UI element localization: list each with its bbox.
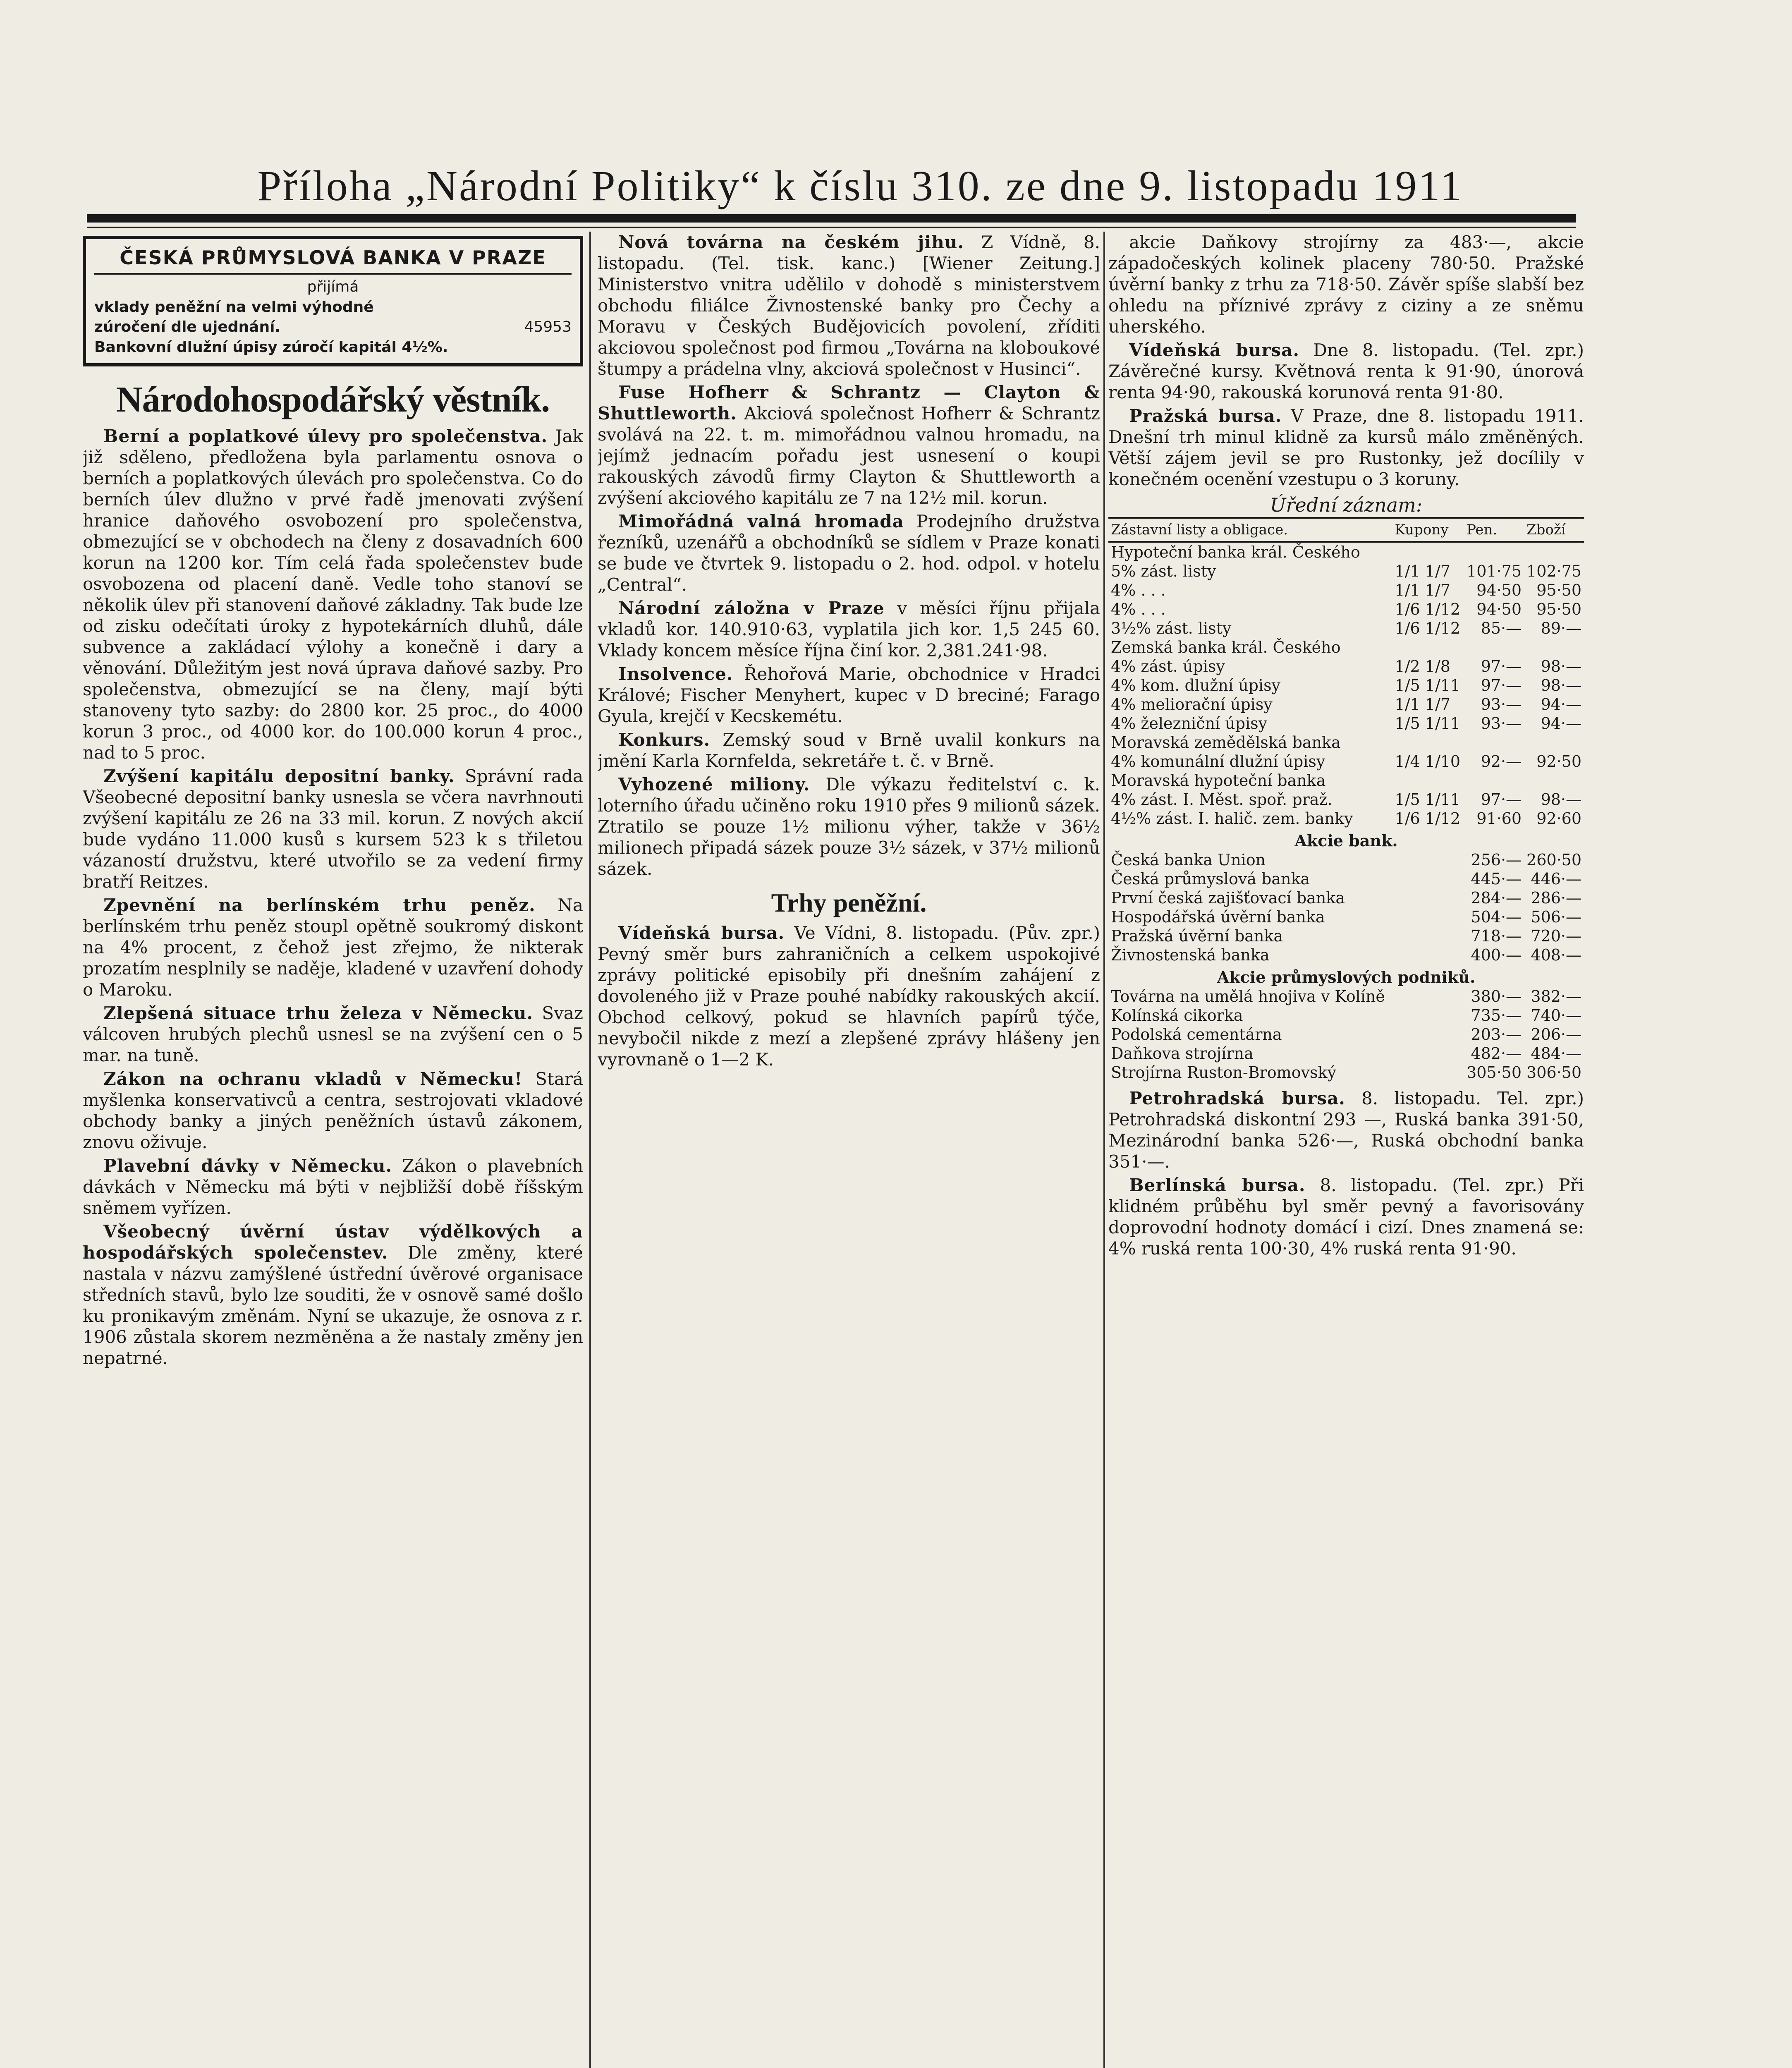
table-cell [1524, 733, 1584, 752]
table-cell [1392, 1025, 1464, 1044]
table-row [1108, 926, 1584, 945]
table-cell: 4% zást. I. Měst. spoř. praž. [1111, 790, 1333, 809]
article-heading: Vyhozené miliony. [618, 774, 810, 795]
table-cell: 85·— [1481, 619, 1522, 637]
table-cell: 718·— [1471, 927, 1522, 945]
table-row [1108, 581, 1584, 600]
article-heading: Zákon na ochranu vkladů v Německu! [103, 1069, 523, 1089]
article-paragraph [1108, 1088, 1584, 1172]
table-cell: 4% . . . [1111, 581, 1166, 599]
table-header: Kupony [1392, 518, 1464, 542]
article-paragraph [83, 766, 583, 892]
table-cell: 1/1 1/7 [1395, 581, 1450, 599]
article-paragraph [1108, 232, 1584, 337]
article-paragraph [598, 774, 1100, 879]
table-cell [1464, 638, 1524, 657]
table-cell: 400·— [1471, 946, 1522, 964]
table-cell: Zemská banka král. Českého [1111, 638, 1341, 656]
table-cell: 380·— [1471, 987, 1522, 1005]
ad-line: zúročení dle ujednání. [94, 318, 281, 336]
table-cell: 445·— [1471, 870, 1522, 888]
masthead-rule [87, 214, 1576, 223]
table-row [1108, 888, 1584, 907]
table-cell: 97·— [1481, 790, 1522, 809]
table-cell: 382·— [1531, 987, 1581, 1005]
table-cell: 97·— [1481, 657, 1522, 675]
table-cell: 101·75 [1467, 562, 1522, 580]
table-cell: 91·60 [1476, 809, 1522, 828]
article-paragraph [1108, 340, 1584, 403]
article-paragraph [83, 1068, 583, 1153]
table-row [1108, 695, 1584, 714]
article-text: Dle výkazu ředitelství c. k. loterního úřadu učiněno roku 1910 přes 9 milionů sázek. Ztratilo se pouze 1½ milionu výher, takže v 36½ milionech připadá sázek pouze 3½ sázek, v 37½ milionů sázek. [598, 774, 1100, 879]
table-cell: 95·50 [1536, 600, 1581, 618]
stock-quotes-table [1108, 495, 1584, 1082]
table-cell: 1/1 1/7 [1395, 562, 1450, 580]
column-divider [589, 232, 591, 2068]
article-text: Svaz válcoven hrubých plechů usnesl se na zvýšení cen o 5 mar. na tuně. [83, 1003, 583, 1066]
article-paragraph [83, 895, 583, 1000]
table-row [1108, 714, 1584, 733]
table-group-row [1108, 828, 1584, 850]
article-heading: Berní a poplatkové úlevy pro společenstva. [103, 426, 548, 447]
table-cell: 92·— [1481, 752, 1522, 771]
article-heading: Zlepšená situace trhu železa v Německu. [103, 1003, 534, 1024]
table-cell: 94·— [1541, 714, 1581, 732]
article-paragraph [598, 922, 1100, 1070]
table-cell [1392, 926, 1464, 945]
table-cell: 4% kom. dlužní úpisy [1111, 676, 1281, 694]
article-paragraph [83, 1155, 583, 1218]
table-cell [1392, 1063, 1464, 1082]
table-row [1108, 771, 1584, 790]
table-cell: Kolínská cikorka [1111, 1006, 1243, 1024]
table-cell: 95·50 [1536, 581, 1581, 599]
table-cell [1392, 771, 1464, 790]
table-cell [1524, 771, 1584, 790]
table-cell: Moravská zemědělská banka [1111, 733, 1341, 752]
table-caption: Úřední záznam: [1270, 494, 1423, 516]
table-cell: 93·— [1481, 714, 1522, 732]
table-cell: 5% zást. listy [1111, 562, 1216, 580]
table-cell: 740·— [1531, 1006, 1581, 1024]
table-cell: 1/5 1/11 [1395, 714, 1461, 732]
table-row [1108, 562, 1584, 581]
table-cell: Daňkova strojírna [1111, 1044, 1254, 1063]
table-row [1108, 1025, 1584, 1044]
masthead-rule-thin [87, 227, 1576, 228]
table-cell: 1/6 1/12 [1395, 809, 1461, 828]
table-cell [1392, 1006, 1464, 1025]
table-cell: 4% zást. úpisy [1111, 657, 1225, 675]
table-row [1108, 600, 1584, 619]
table-cell: 4% komunální dlužní úpisy [1111, 752, 1325, 771]
ad-row [94, 297, 572, 318]
table-row [1108, 1063, 1584, 1082]
article-heading: Insolvence. [618, 664, 733, 684]
ad-phone: 45953 [524, 318, 572, 336]
article-text: Zákon o plavebních dávkách v Německu má býti v nejbližší době říšským sněmem vyřízen. [83, 1156, 583, 1218]
table-cell: 3½% zást. listy [1111, 619, 1232, 637]
table-cell: Živnostenská banka [1111, 946, 1270, 964]
table-header: Pen. [1464, 518, 1524, 542]
column-2-articles [598, 232, 1100, 879]
table-cell: 98·— [1541, 657, 1581, 675]
column-1-articles [83, 426, 583, 1369]
article-heading: Fuse Hofherr & Schrantz — Clayton & Shuttleworth. [598, 382, 1100, 424]
table-row [1108, 907, 1584, 926]
table-cell: 260·50 [1526, 851, 1581, 869]
table-cell: 98·— [1541, 790, 1581, 809]
table-row [1108, 987, 1584, 1006]
article-heading: Plavební dávky v Německu. [103, 1156, 392, 1176]
table-cell: 504·— [1471, 908, 1522, 926]
bank-advertisement [83, 236, 583, 366]
table-header: Zboží [1524, 518, 1584, 542]
table-cell [1392, 733, 1464, 752]
article-text: Prodejního družstva řezníků, uzenářů a obchodníků se sídlem v Praze konati se bude ve čtvrtek 9. listopadu o 2. hod. odpol. v hotelu „Central“. [598, 511, 1100, 595]
table-row [1108, 619, 1584, 638]
table-cell [1392, 987, 1464, 1006]
quotes-table [1108, 517, 1584, 1082]
article-paragraph [598, 729, 1100, 771]
table-row [1108, 790, 1584, 809]
table-header-row [1108, 518, 1584, 542]
table-cell: 92·50 [1536, 752, 1581, 771]
column-3 [1108, 232, 1584, 2068]
article-paragraph [83, 426, 583, 763]
table-header: Zástavní listy a obligace. [1108, 518, 1392, 542]
table-cell: 4% železniční úpisy [1111, 714, 1268, 732]
article-paragraph [598, 511, 1100, 595]
table-cell: 284·— [1471, 889, 1522, 907]
table-cell: 94·50 [1476, 600, 1522, 618]
column-2 [598, 232, 1100, 2068]
table-cell: První česká zajišťovací banka [1111, 889, 1345, 907]
article-heading: Nová továrna na českém jihu. [618, 232, 964, 252]
section-title: Národohospodářský věstník. [116, 380, 550, 420]
table-cell: 4½% zást. I. halič. zem. banky [1111, 809, 1353, 828]
article-heading: Konkurs. [618, 730, 711, 750]
article-text: Jak již sděleno, předložena byla parlamentu osnova o berních a poplatkových úlevách pro společenstva. Co do berních úlev dlužno v prvé řadě jmenovati zvýšení hranice daňového osvobození pro společenstva, obmezující se v obchodech na členy z dosavadních 600 korun na 1200 kor. Tím celá řada společenstev bude osvobozena od placení daně. Vedle toho stanoví se několik úlev při stanovení daňové základny. Tak bude lze od zisku odečítati úroky z hypotekárních dluhů, dále subvence a zakládací výlohy a konečně i dary a věnování. Důležitým jest nová úprava daňové sazby. Pro společenstva, obmezující se na členy, mají býti stanoveny tyto sazby: do 2800 kor. 25 proc., do 4000 korun 3 proc., od 4000 kor. do 100.000 korun 4 proc., nad to 5 proc. [83, 426, 583, 763]
table-cell [1392, 888, 1464, 907]
table-row [1108, 869, 1584, 888]
table-group-heading: Akcie průmyslových podniků. [1217, 968, 1476, 986]
ad-line: Bankovní dlužní úpisy zúročí kapitál 4½%. [94, 338, 448, 356]
article-paragraph [598, 663, 1100, 727]
article-text: V Praze, dne 8. listopadu 1911. Dnešní trh minul klidně za kursů málo změněných. Větší zájem jevil se pro Rustonky, jež docílily v konečném ocenění vzestupu o 3 koruny. [1108, 406, 1584, 489]
table-cell [1392, 850, 1464, 869]
table-cell: 1/4 1/10 [1395, 752, 1461, 771]
table-cell: 1/6 1/12 [1395, 619, 1461, 637]
article-paragraph [83, 1003, 583, 1066]
table-cell: 306·50 [1526, 1063, 1581, 1082]
table-row [1108, 542, 1584, 562]
column-divider [1103, 232, 1105, 2068]
table-cell [1464, 542, 1524, 562]
article-heading: Všeobecný úvěrní ústav výdělkových a hospodářských společenstev. [83, 1221, 583, 1263]
article-text: 8. listopadu. Tel. zpr.) Petrohradská diskontní 293 —, Ruská banka 391·50, Mezinárodní banka 526·—, Ruská obchodní banka 351·—. [1108, 1088, 1584, 1172]
table-cell: 206·— [1531, 1025, 1581, 1044]
table-cell: Moravská hypoteční banka [1111, 771, 1326, 790]
article-paragraph [598, 232, 1100, 379]
column-3-articles [1108, 232, 1584, 490]
article-text: v měsíci říjnu přijala vkladů kor. 140.910·63, vyplatila jich kor. 1,5 245 60. Vklady koncem měsíce října činí kor. 2,381.241·98. [598, 598, 1100, 661]
table-cell: 102·75 [1526, 562, 1581, 580]
table-cell: 1/1 1/7 [1395, 695, 1450, 713]
article-text: 8. listopadu. (Tel. zpr.) Při klidném průběhu byl směr pevný a favorisovány doprovodní hodnoty domácí i cizí. Dnes znamená se: 4% ruská renta 100·30, 4% ruská renta 91·90. [1108, 1175, 1584, 1259]
ad-line: vklady peněžní na velmi výhodné [94, 298, 374, 316]
article-heading: Vídeňská bursa. [618, 923, 785, 943]
table-cell [1524, 542, 1584, 562]
table-row [1108, 809, 1584, 828]
table-cell: Česká průmyslová banka [1111, 870, 1310, 888]
article-paragraph [598, 382, 1100, 508]
article-paragraph [1108, 405, 1584, 490]
article-text: Na berlínském trhu peněz stoupl opětně soukromý diskont na 4% procent, z čehož jest zřejmo, že nikterak prozatím nesplnily se naděje, kladené v uzavření dohody o Maroku. [83, 895, 583, 1000]
table-cell: 97·— [1481, 676, 1522, 694]
article-heading: Národní záložna v Praze [618, 598, 885, 618]
table-row [1108, 676, 1584, 695]
table-cell: 1/6 1/12 [1395, 600, 1461, 618]
table-cell: 446·— [1531, 870, 1581, 888]
article-heading: Zvýšení kapitálu depositní banky. [103, 766, 455, 787]
table-cell: 1/5 1/11 [1395, 790, 1461, 809]
table-cell [1464, 771, 1524, 790]
article-heading: Zpevnění na berlínském trhu peněz. [103, 895, 536, 916]
article-text: Ve Vídni, 8. listopadu. (Pův. zpr.) Pevný směr burs zahraničních a celkem uspokojivé zprávy politické episobily při dnešním zahájení z dovoleného již v Praze pouhé nabídky rakouských akcií. Obchod celkový, pokud se hlavních papírů týče, nevybočil nikde z mezí a zlepšené zprávy hlášeny jen vyrovnaně o 1—2 K. [598, 923, 1100, 1070]
table-cell: Hospodářská úvěrní banka [1111, 908, 1325, 926]
article-paragraph [83, 1221, 583, 1369]
table-cell: 93·— [1481, 695, 1522, 713]
article-paragraph [1108, 1175, 1584, 1259]
table-row [1108, 733, 1584, 752]
table-cell: 203·— [1471, 1025, 1522, 1044]
table-cell: 94·50 [1476, 581, 1522, 599]
table-cell [1392, 542, 1464, 562]
column-3-articles-after [1108, 1088, 1584, 1259]
table-cell: 94·— [1541, 695, 1581, 713]
ad-row [94, 317, 572, 337]
column-2-articles-after [598, 922, 1100, 1070]
table-row [1108, 1044, 1584, 1063]
table-cell: 89·— [1541, 619, 1581, 637]
table-group-heading: Akcie bank. [1294, 831, 1398, 850]
table-row [1108, 945, 1584, 965]
table-cell: 720·— [1531, 927, 1581, 945]
table-row [1108, 850, 1584, 869]
table-cell: 506·— [1531, 908, 1581, 926]
table-cell: Pražská úvěrní banka [1111, 927, 1283, 945]
article-heading: Vídeňská bursa. [1129, 340, 1300, 360]
table-cell [1392, 869, 1464, 888]
ad-line: přijímá [307, 278, 359, 296]
table-cell: 1/5 1/11 [1395, 676, 1461, 694]
ad-heading: ČESKÁ PRŮMYSLOVÁ BANKA V PRAZE [94, 245, 572, 275]
table-cell: 484·— [1531, 1044, 1581, 1063]
table-cell: 256·— [1471, 851, 1522, 869]
table-cell: 305·50 [1467, 1063, 1522, 1082]
table-row [1108, 638, 1584, 657]
table-cell: 482·— [1471, 1044, 1522, 1063]
table-cell: Podolská cementárna [1111, 1025, 1282, 1044]
table-cell: Česká banka Union [1111, 851, 1266, 869]
table-cell: 408·— [1531, 946, 1581, 964]
table-cell [1392, 1044, 1464, 1063]
article-text: Zemský soud v Brně uvalil konkurs na jmění Karla Kornfelda, sekretáře t. č. v Brně. [598, 730, 1100, 771]
article-paragraph [598, 598, 1100, 661]
table-group-row [1108, 965, 1584, 987]
table-cell: 4% . . . [1111, 600, 1166, 618]
article-heading: Pražská bursa. [1129, 406, 1282, 426]
table-cell: 735·— [1471, 1006, 1522, 1024]
table-cell [1392, 907, 1464, 926]
table-cell [1392, 945, 1464, 965]
article-text: Stará myšlenka konservativců a centra, sestrojovati vkladové obchody banky a jiných peněžních ústavů zákonem, znovu oživuje. [83, 1069, 583, 1153]
article-heading: Mimořádná valná hromada [618, 511, 904, 531]
article-text: Dne 8. listopadu. (Tel. zpr.) Závěrečné kursy. Květnová renta k 91·90, únorová renta 94·90, rakouská korunová renta 91·80. [1108, 340, 1584, 402]
table-cell: 4% meliorační úpisy [1111, 695, 1273, 713]
table-body [1108, 542, 1584, 1082]
section-title-money-markets: Trhy peněžní. [771, 888, 927, 917]
table-cell: 1/2 1/8 [1395, 657, 1450, 675]
table-cell: Továrna na umělá hnojiva v Kolíně [1111, 987, 1385, 1005]
article-heading: Petrohradská bursa. [1129, 1088, 1345, 1108]
table-cell [1524, 638, 1584, 657]
table-cell [1464, 733, 1524, 752]
table-row [1108, 752, 1584, 771]
article-text: Řehořová Marie, obchodnice v Hradci Králové; Fischer Menyhert, kupec v D breciné; Farago Gyula, krejčí v Kecskemétu. [598, 664, 1100, 726]
table-cell: Hypoteční banka král. Českého [1111, 543, 1360, 561]
article-text: Správní rada Všeobecné depositní banky usnesla se včera navrhnouti zvýšení kapitálu ze 26 na 33 mil. korun. Z nových akcií bude vydáno 11.000 kusů s kursem 523 k s třiletou vázaností družstvu, které utvořilo se za vedení firmy bratří Reitzes. [83, 766, 583, 892]
table-cell: 98·— [1541, 676, 1581, 694]
table-cell [1392, 638, 1464, 657]
column-1 [83, 232, 583, 2068]
masthead-title: Příloha „Národní Politiky“ k číslu 310. ze dne 9. listopadu 1911 [257, 162, 1463, 210]
article-text: akcie Daňkovy strojírny za 483·—, akcie západočeských kolinek placeny 780·50. Pražské úvěrní banky z trhu za 718·50. Závěr spíše slabší bez ohledu na příznivé zprávy z ciziny a ze sněmu uherského. [1108, 232, 1584, 337]
article-text: Z Vídně, 8. listopadu. (Tel. tisk. kanc.) [Wiener Zeitung.] Ministerstvo vnitra udělilo v dohodě s ministerstvem obchodu filiálce Živnostenské banky pro Čechy a Moravu v Českých Budějovicích povolení, zříditi akciovou společnost pod firmou „Továrna na kloboukové štumpy a prádelna vlny, akciová společnost v Husinci“. [598, 232, 1100, 379]
article-text: Akciová společnost Hofherr & Schrantz svolává na 22. t. m. mimořádnou valnou hromadu, na jejímž jednacím pořadu jest usnesení o koupi rakouských závodů firmy Clayton & Shuttleworth a zvýšení akciového kapitálu ze 7 na 12½ mil. korun. [598, 403, 1100, 508]
article-heading: Berlínská bursa. [1129, 1175, 1306, 1195]
table-row [1108, 1006, 1584, 1025]
table-cell: 286·— [1531, 889, 1581, 907]
table-cell: Strojírna Ruston-Bromovský [1111, 1063, 1337, 1082]
article-text: Dle změny, které nastala v názvu zamýšlené ústřední úvěrové organisace středních stavů, bylo lze souditi, že v osnově samé došlo ku pronikavým změnám. Nyní se ukazuje, že osnova z r. 1906 zůstala skorem nezměněna a že nastaly změny jen nepatrné. [83, 1242, 583, 1369]
table-row [1108, 657, 1584, 676]
table-cell: 92·60 [1536, 809, 1581, 828]
